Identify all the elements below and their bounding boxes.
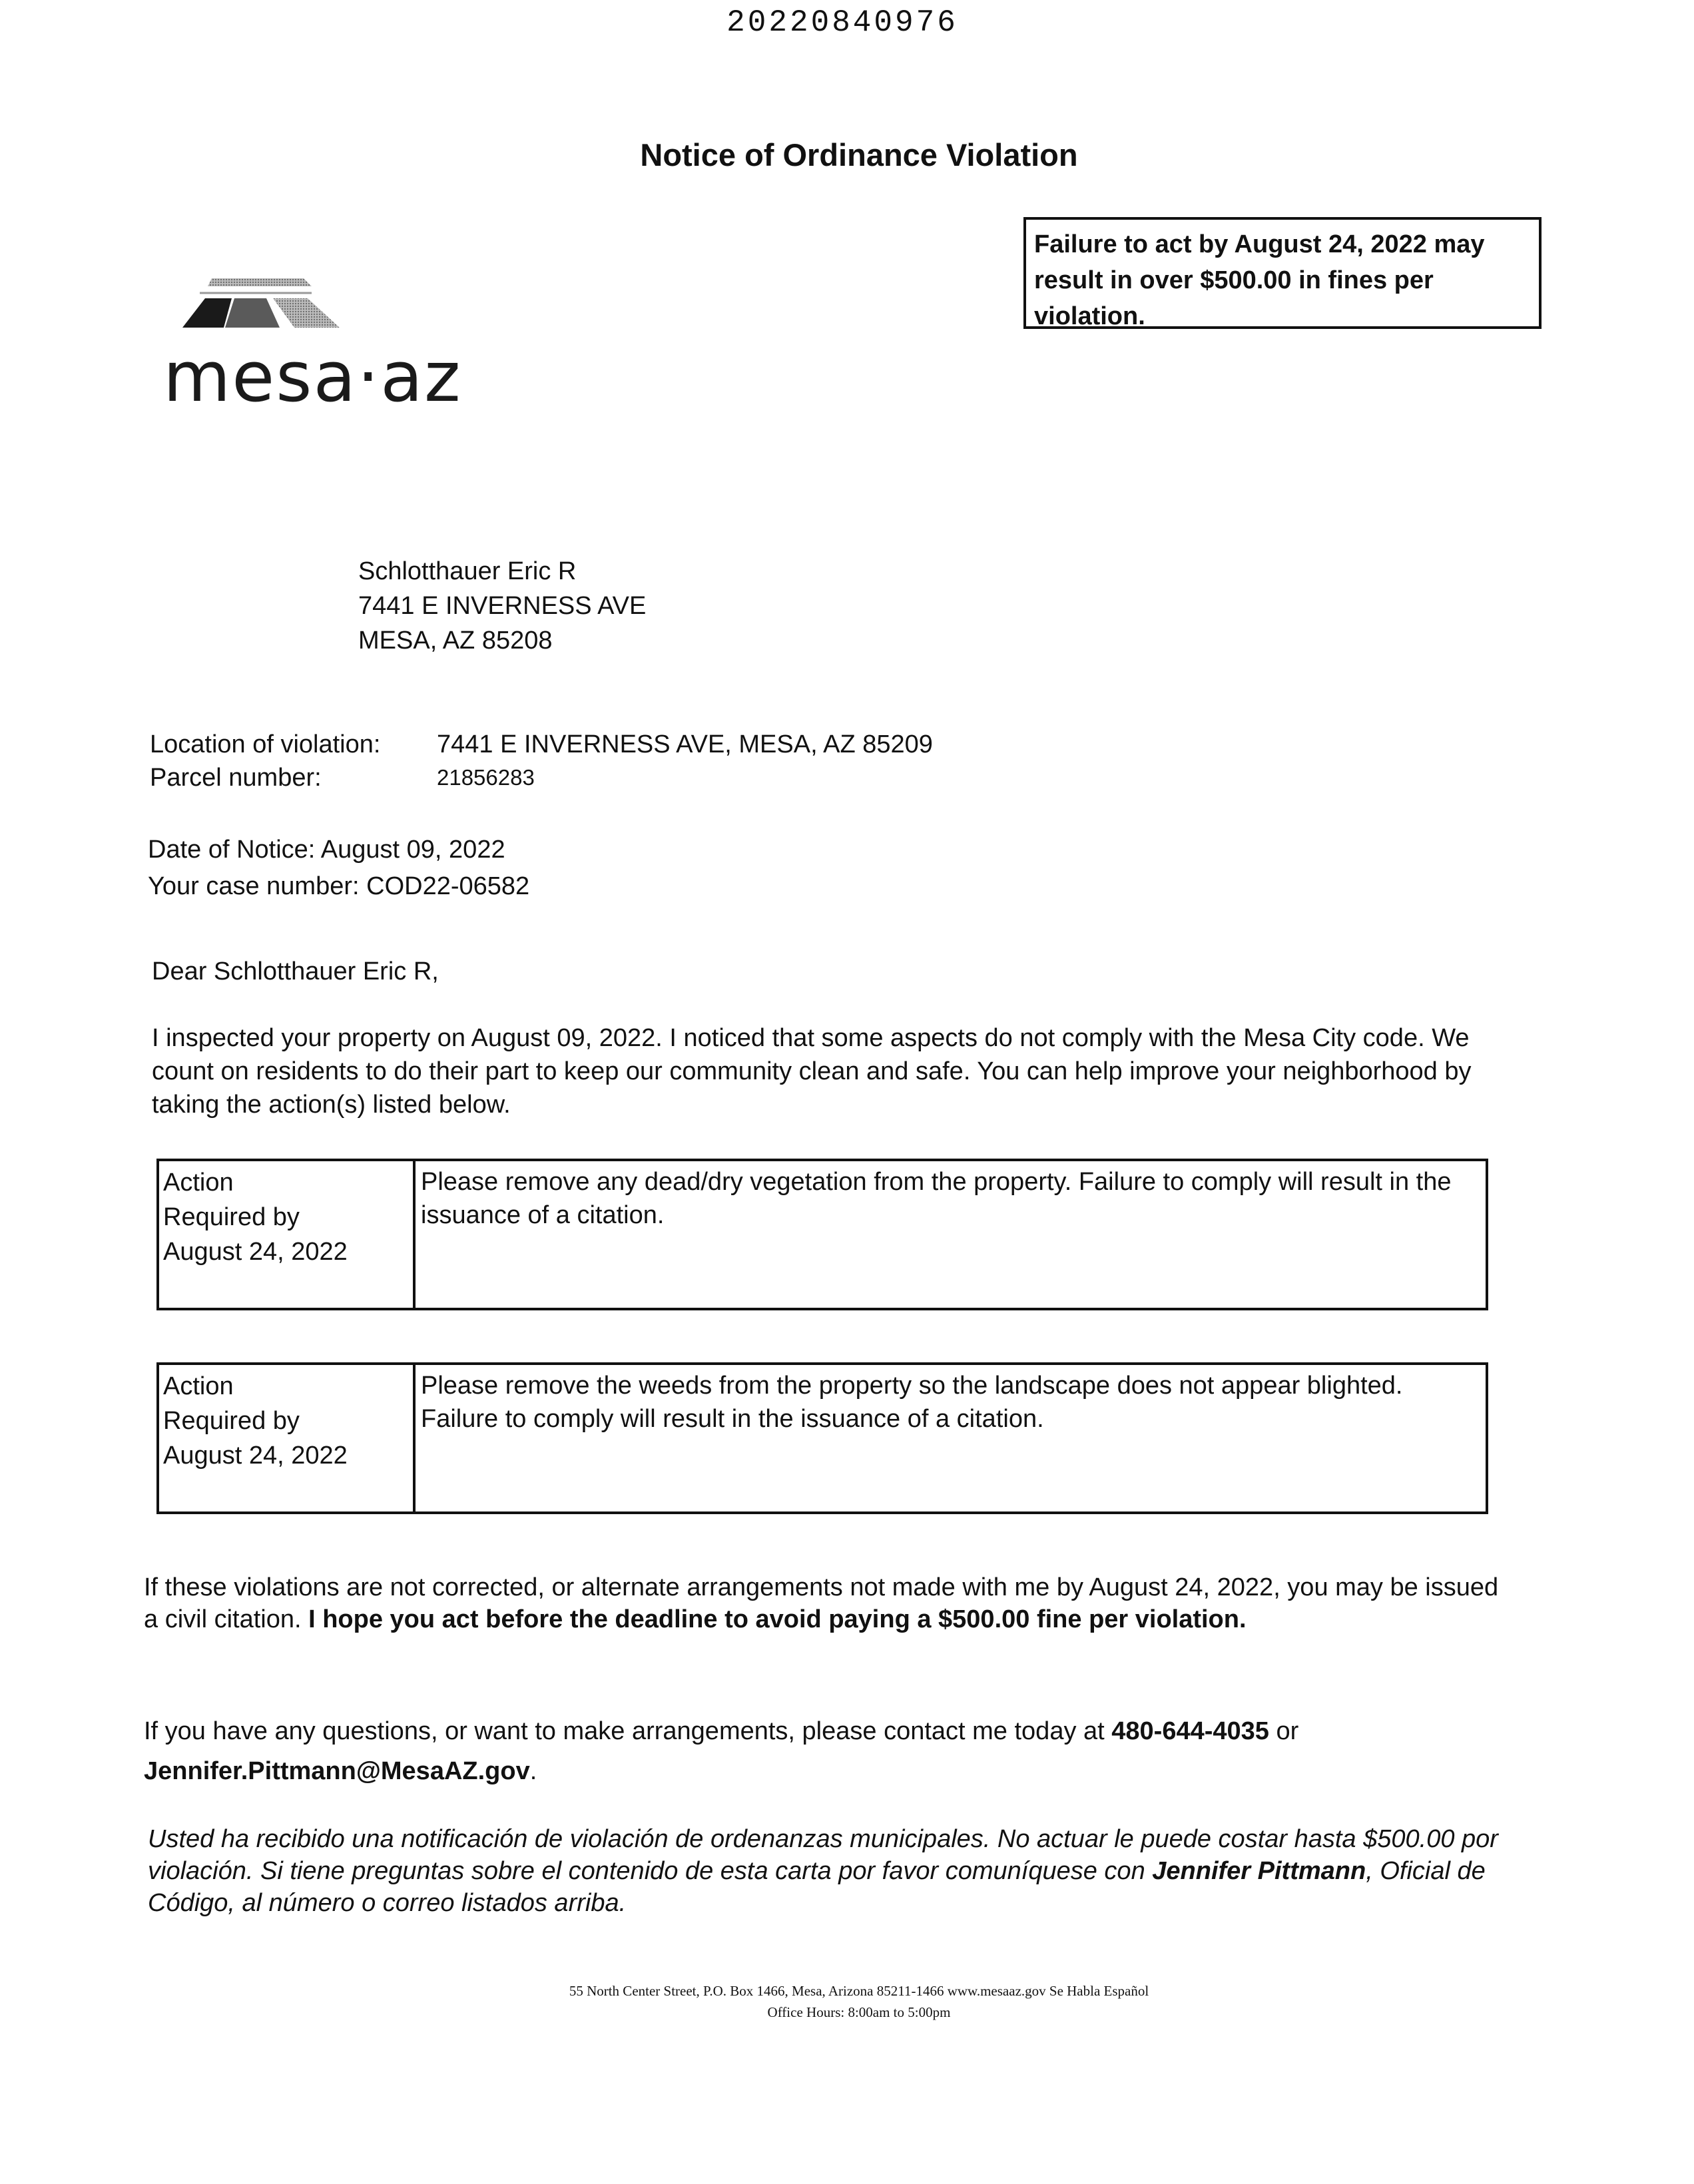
addressee-city: MESA, AZ 85208 — [358, 627, 553, 655]
addressee-street: 7441 E INVERNESS AVE — [358, 592, 647, 620]
salutation: Dear Schlotthauer Eric R, — [152, 957, 439, 985]
parcel-value: 21856283 — [437, 765, 535, 790]
action-date: August 24, 2022 — [163, 1442, 348, 1470]
location-value: 7441 E INVERNESS AVE, MESA, AZ 85209 — [437, 730, 933, 758]
logo-shape-top — [208, 278, 312, 286]
parcel-label: Parcel number: — [150, 764, 322, 792]
spanish-text-end: , Oficial de Código, al número o correo listados arriba. — [148, 1857, 1486, 1917]
action-description: Please remove any dead/dry vegetation from the property. Failure to comply will result in the issuance of a citation. — [421, 1168, 1452, 1229]
contact-paragraph — [144, 1711, 1502, 1791]
action-label: Action — [163, 1169, 234, 1197]
action-required-label: Required by — [163, 1203, 300, 1231]
action-date: August 24, 2022 — [163, 1238, 348, 1266]
footer-office-hours: Office Hours: 8:00am to 5:00pm — [767, 2004, 951, 2020]
deadline-warning-box: Failure to act by August 24, 2022 may result in over $500.00 in fines per violation. — [1023, 217, 1542, 329]
violation-emphasis: I hope you act before the deadline to avoid paying a $500.00 fine per violation. — [308, 1605, 1247, 1633]
contact-period: . — [529, 1757, 537, 1785]
addressee-block — [358, 554, 646, 658]
intro-paragraph: I inspected your property on August 09, 2022. I noticed that some aspects do not comply with the Mesa City code. We count on residents to do their part to keep our community clean and safe. You can help improve your neighborhood by taking the action(s) listed below. — [152, 1024, 1472, 1119]
page-title: Notice of Ordinance Violation — [640, 137, 1078, 172]
contact-text: If you have any questions, or want to make arrangements, please contact me today at — [144, 1717, 1112, 1745]
spanish-text: Usted ha recibido una notificación de violación de ordenanzas municipales. No actuar le puede costar hasta $500.00 por violación. Si tiene preguntas sobre el contenido de esta carta por favor comuníquese con — [148, 1825, 1498, 1885]
document-number: 20220840976 — [726, 5, 958, 40]
violation-text: If these violations are not corrected, or alternate arrangements not made with me by August 24, 2022, you may be issued a civil citation. — [144, 1573, 1499, 1633]
case-number: Your case number: COD22-06582 — [148, 872, 530, 900]
location-label: Location of violation: — [150, 730, 381, 758]
contact-phone: 480-644-4035 — [1111, 1717, 1269, 1745]
violation-paragraph — [144, 1571, 1502, 1635]
logo-shape-mid — [225, 298, 280, 328]
logo-shape-dark — [182, 298, 232, 328]
footer-address: 55 North Center Street, P.O. Box 1466, Mesa, Arizona 85211-1466 www.mesaaz.gov Se Habla Español — [569, 1983, 1149, 1999]
spanish-paragraph — [148, 1823, 1506, 1919]
action-deadline — [159, 1365, 416, 1511]
action-box — [156, 1362, 1488, 1514]
action-label: Action — [163, 1372, 234, 1400]
contact-text-or: or — [1269, 1717, 1299, 1745]
logo-shape-light — [273, 298, 340, 328]
date-of-notice: Date of Notice: August 09, 2022 — [148, 836, 505, 864]
action-deadline — [159, 1161, 416, 1308]
contact-email: Jennifer.Pittmann@MesaAZ.gov — [144, 1757, 530, 1785]
logo-wordmark: mesa·az — [163, 336, 462, 417]
addressee-name: Schlotthauer Eric R — [358, 557, 577, 585]
spanish-officer-name: Jennifer Pittmann — [1152, 1857, 1366, 1885]
action-required-label: Required by — [163, 1407, 300, 1435]
action-description: Please remove the weeds from the property so the landscape does not appear blighted. Failure to comply will result in the issuance of a citation. — [421, 1372, 1403, 1433]
action-box — [156, 1159, 1488, 1310]
